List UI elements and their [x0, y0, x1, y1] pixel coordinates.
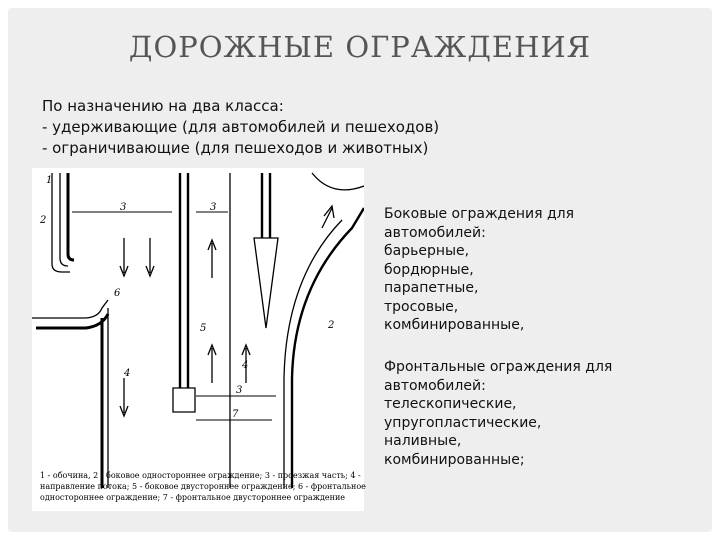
lateral-line: Боковые ограждения для	[384, 206, 575, 222]
diagram-label: 2	[40, 215, 47, 226]
frontal-barriers-list	[384, 358, 612, 469]
diagram-label: 3	[210, 202, 217, 213]
lateral-line: тросовые,	[384, 298, 459, 315]
left-barrier-thick	[68, 173, 74, 260]
gore-nose	[254, 238, 278, 328]
ramp-barrier	[292, 208, 364, 488]
caption-line: одностороннее ограждение; 7 - фронтальное двустороннее ограждение	[40, 493, 346, 502]
side-road-edge	[32, 300, 108, 318]
frontal-line: телескопические,	[384, 396, 517, 412]
diagram-label: 6	[114, 288, 121, 299]
frontal-line: автомобилей:	[384, 377, 486, 394]
lateral-line: бордюрные,	[384, 261, 474, 278]
lane-arrow	[208, 240, 216, 278]
lateral-line: парапетные,	[384, 280, 479, 296]
frontal-line: наливные,	[384, 433, 462, 449]
diagram-label: 7	[232, 409, 239, 420]
ramp-upper-edge	[312, 173, 364, 190]
frontal-line: упругопластические,	[384, 414, 542, 431]
intro-item-restraining: - удерживающие (для автомобилей и пешеходов)	[42, 118, 440, 136]
lane-arrow	[146, 238, 154, 276]
median-barrier	[180, 173, 188, 388]
frontal-line: комбинированные;	[384, 451, 525, 468]
lane-arrow	[120, 378, 128, 416]
intro-item-limiting: - ограничивающие (для пешеходов и животных)	[42, 139, 429, 157]
lane-arrow	[208, 345, 216, 383]
median-end-box	[173, 388, 195, 412]
diagram-label: 4	[242, 360, 249, 371]
frontal-line: Фронтальные ограждения для	[384, 359, 613, 375]
diagram-label: 3	[236, 385, 243, 396]
lane-arrow	[322, 206, 334, 228]
diagram-label: 5	[200, 323, 207, 334]
lateral-line: комбинированные,	[384, 317, 525, 333]
diagram-label: 2	[328, 320, 335, 331]
intro-heading: По назначению на два класса:	[42, 97, 284, 115]
road-barrier-diagram	[32, 168, 364, 511]
gore-barrier	[262, 173, 270, 238]
diagram-drawing	[32, 168, 364, 511]
diagram-label: 3	[120, 202, 127, 213]
lateral-line: барьерные,	[384, 243, 470, 259]
slide-title: ДОРОЖНЫЕ ОГРАЖДЕНИЯ	[128, 30, 592, 64]
caption-line: направление потока; 5 - боковое двустороннее ограждение; 6 - фронтальное	[40, 482, 366, 491]
caption-line: 1 - обочина, 2 - боковое одностороннее ограждение; 3 - проезжая часть; 4 -	[40, 471, 361, 480]
diagram-caption	[40, 470, 366, 503]
intro-text	[42, 96, 682, 159]
side-barrier-thick	[36, 314, 108, 328]
lane-arrow	[120, 238, 128, 276]
diagram-label: 1	[46, 175, 53, 186]
lateral-line: автомобилей:	[384, 224, 486, 241]
diagram-label: 4	[124, 368, 131, 379]
lateral-barriers-list	[384, 205, 574, 335]
